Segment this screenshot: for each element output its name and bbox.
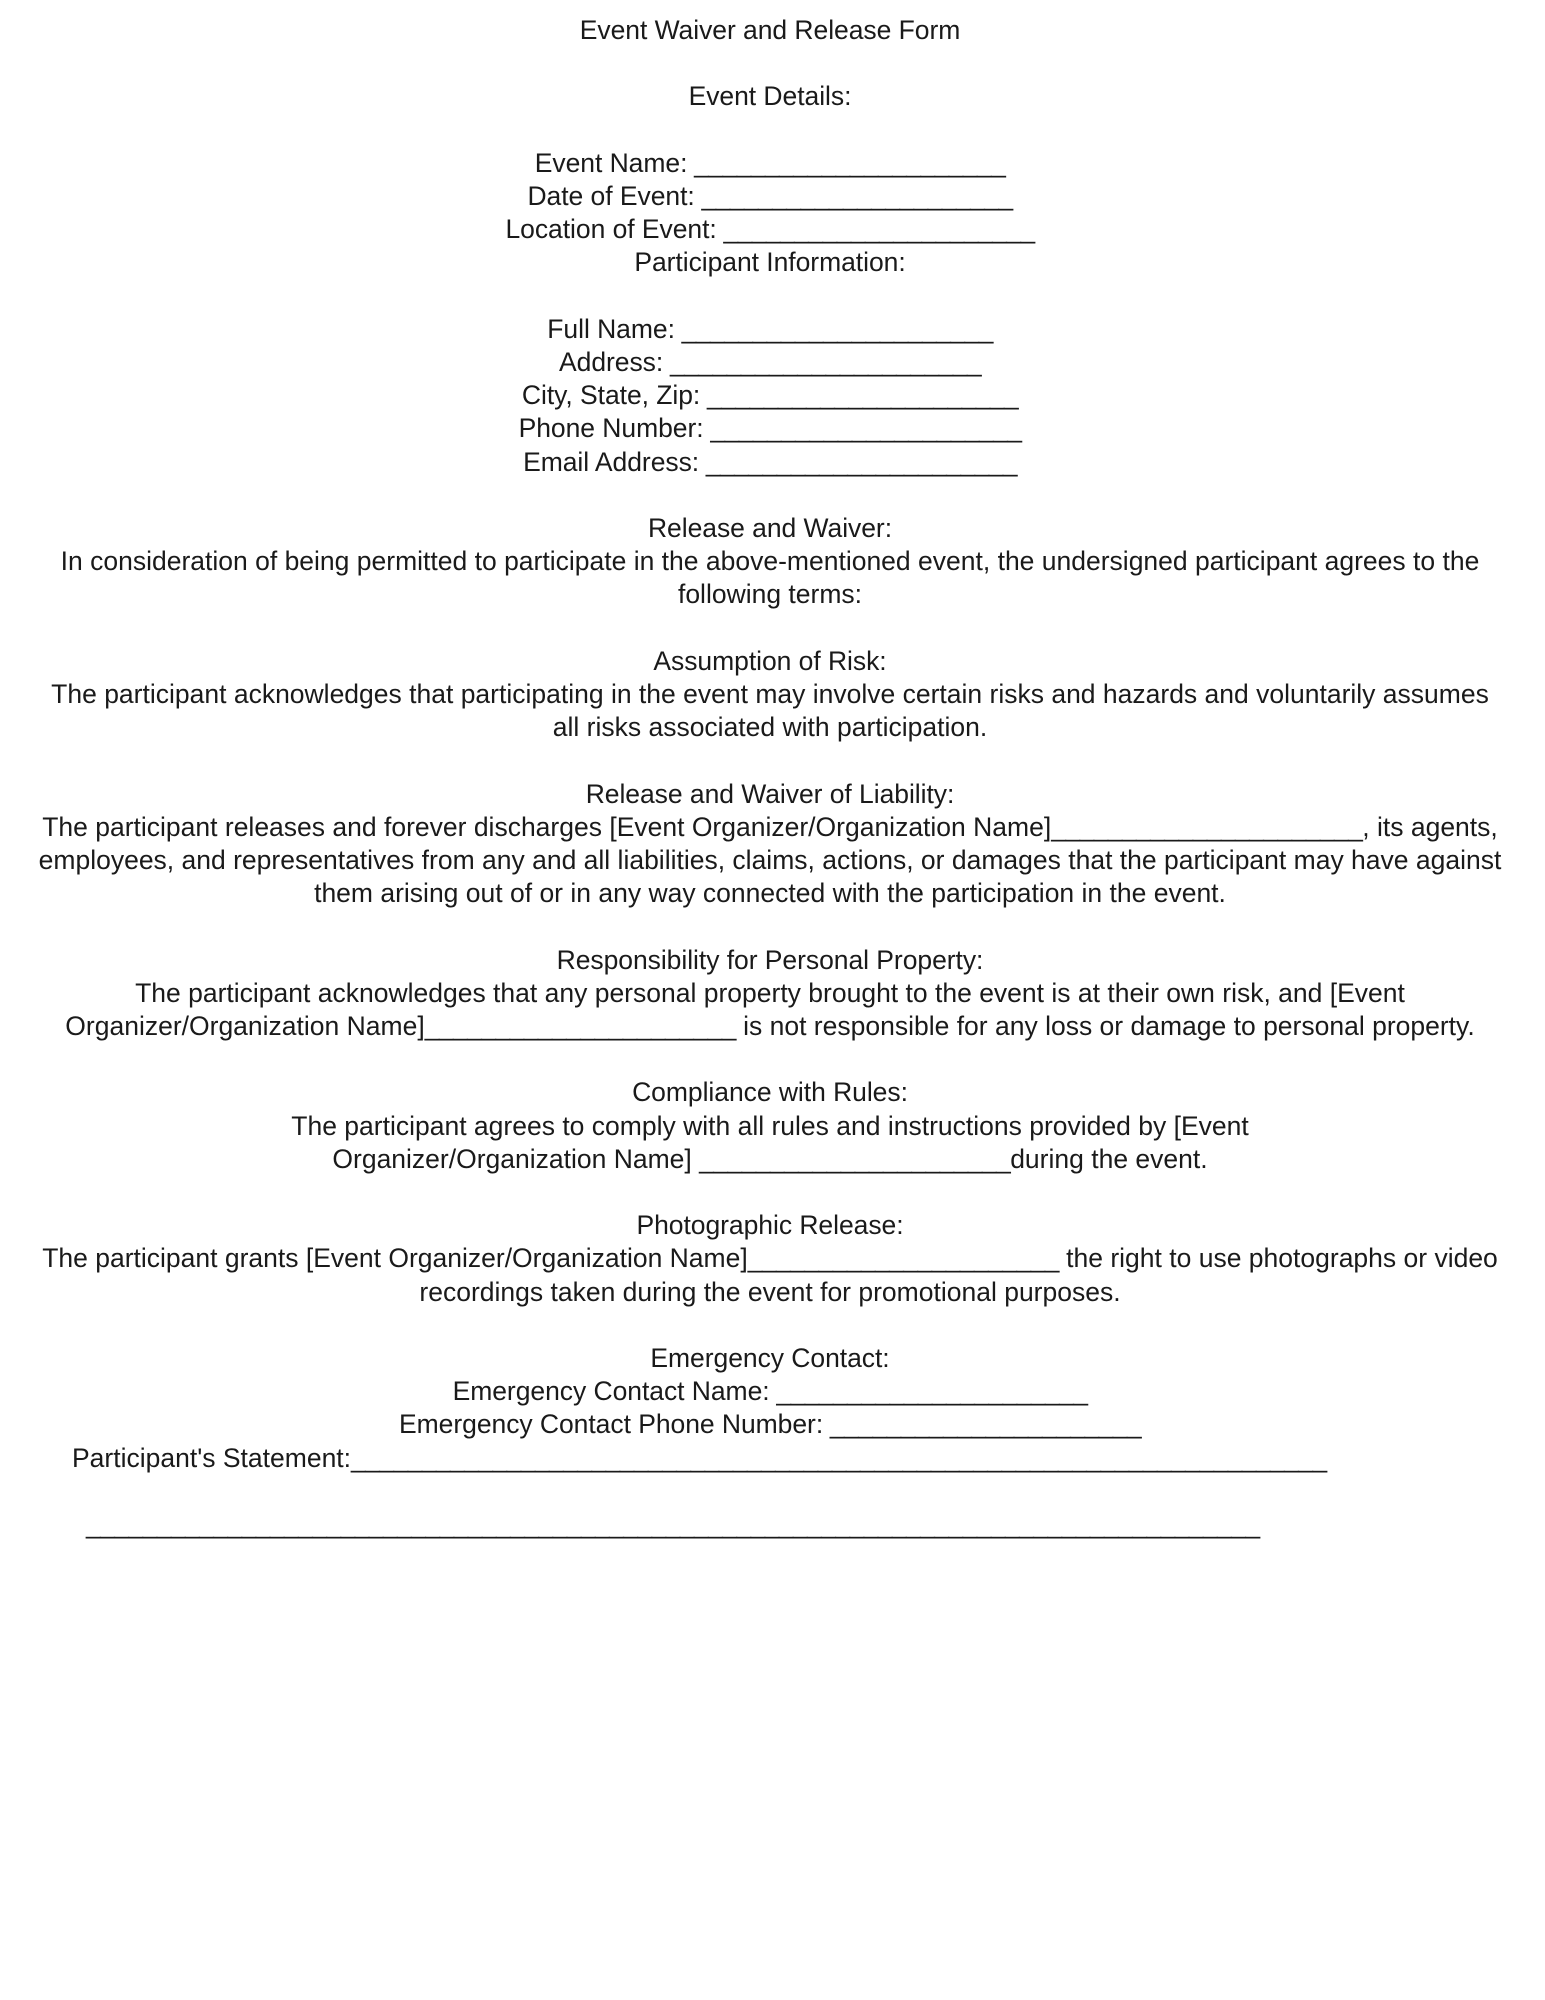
field-emergency-contact-name-blank[interactable]: ______________________ — [769, 1376, 1088, 1407]
compliance-text-part2: during the event. — [1010, 1143, 1208, 1174]
spacer — [38, 280, 1502, 313]
release-waiver-liability-body — [38, 811, 1502, 911]
field-email-address — [38, 446, 1502, 479]
spacer — [38, 1176, 1502, 1209]
spacer — [38, 479, 1502, 512]
spacer — [38, 114, 1502, 147]
field-emergency-contact-name-label: Emergency Contact Name: — [452, 1376, 770, 1407]
field-phone-number-label: Phone Number: — [518, 413, 704, 444]
release-and-waiver-heading: Release and Waiver: — [647, 512, 893, 543]
personal-property-text-part2: is not responsible for any loss or damage to personal property. — [735, 1010, 1475, 1041]
compliance-blank[interactable]: ______________________ — [699, 1143, 1011, 1174]
field-event-name-blank[interactable]: ______________________ — [687, 147, 1006, 178]
field-location-of-event — [38, 213, 1502, 246]
photographic-release-body — [38, 1242, 1502, 1308]
signature-rule — [38, 1508, 1502, 1541]
liability-blank[interactable]: ______________________ — [1051, 811, 1363, 842]
spacer — [38, 910, 1502, 943]
release-and-waiver-body: In consideration of being permitted to participate in the above-mentioned event, the undersigned participant agrees to the following terms: — [60, 546, 1480, 610]
spacer — [38, 1043, 1502, 1076]
field-full-name-label: Full Name: — [547, 313, 675, 344]
field-city-state-zip-label: City, State, Zip: — [521, 380, 701, 411]
spacer — [38, 744, 1502, 777]
participant-statement-label: Participant's Statement: — [72, 1442, 352, 1473]
compliance-with-rules-body — [170, 1110, 1370, 1176]
field-emergency-contact-phone-label: Emergency Contact Phone Number: — [399, 1409, 824, 1440]
photographic-text-part1: The participant grants [Event Organizer/Organization Name] — [42, 1243, 748, 1274]
spacer — [38, 1475, 1502, 1508]
field-date-of-event-blank[interactable]: ______________________ — [694, 180, 1013, 211]
liability-text-part2: , its agents, employees, and representatives from any and all liabilities, claims, actions, or damages that the participant may have against them arising out of or in any way connected with the participation in the event. — [38, 811, 1502, 909]
field-location-of-event-blank[interactable]: ______________________ — [716, 214, 1035, 245]
photographic-release-heading: Photographic Release: — [636, 1210, 904, 1241]
spacer — [38, 1309, 1502, 1342]
field-email-address-blank[interactable]: ______________________ — [699, 446, 1017, 477]
field-address-label: Address: — [559, 346, 664, 377]
field-date-of-event-label: Date of Event: — [527, 180, 695, 211]
field-city-state-zip — [38, 379, 1502, 412]
personal-property-blank[interactable]: ______________________ — [424, 1010, 736, 1041]
participant-information-heading: Participant Information: — [634, 247, 906, 278]
field-full-name-blank[interactable]: ______________________ — [674, 313, 993, 344]
assumption-of-risk-body: The participant acknowledges that participating in the event may involve certain risks and hazards and voluntarily assumes all risks associated with participation. — [51, 678, 1489, 743]
field-event-name-label: Event Name: — [534, 147, 688, 178]
release-waiver-liability-heading: Release and Waiver of Liability: — [585, 778, 955, 809]
spacer — [38, 47, 1502, 80]
field-date-of-event — [38, 180, 1502, 213]
compliance-text-part1: The participant agrees to comply with all rules and instructions provided by [Event Organizer/Organization Name] — [291, 1110, 1249, 1174]
field-emergency-contact-phone — [38, 1408, 1502, 1441]
liability-text-part1: The participant releases and forever discharges [Event Organizer/Organization Name] — [42, 811, 1052, 842]
personal-property-text-part1: The participant acknowledges that any personal property brought to the event is at their own risk, and [Event Organizer/Organization Name] — [65, 977, 1405, 1041]
photographic-text-part2: the right to use photographs or video recordings taken during the event for promotional purposes. — [419, 1243, 1498, 1307]
field-city-state-zip-blank[interactable]: ______________________ — [700, 380, 1019, 411]
field-event-name — [38, 147, 1502, 180]
field-phone-number — [38, 412, 1502, 445]
field-full-name — [38, 313, 1502, 346]
field-email-address-label: Email Address: — [523, 446, 700, 477]
spacer — [38, 612, 1502, 645]
field-address — [38, 346, 1502, 379]
field-emergency-contact-phone-blank[interactable]: ______________________ — [823, 1409, 1141, 1440]
field-phone-number-blank[interactable]: ______________________ — [703, 413, 1022, 444]
assumption-of-risk-heading: Assumption of Risk: — [653, 645, 887, 676]
signature-rule-blank[interactable]: ___________________________________________________________________________________ — [86, 1508, 1260, 1539]
field-address-blank[interactable]: ______________________ — [663, 346, 981, 377]
participant-statement-blank[interactable]: _____________________________________________________________________ — [351, 1442, 1327, 1473]
personal-property-heading: Responsibility for Personal Property: — [556, 944, 984, 975]
event-details-heading: Event Details: — [688, 81, 852, 112]
compliance-with-rules-heading: Compliance with Rules: — [632, 1077, 908, 1108]
photographic-blank[interactable]: ______________________ — [747, 1243, 1059, 1274]
field-location-of-event-label: Location of Event: — [505, 214, 717, 245]
document-title: Event Waiver and Release Form — [579, 15, 961, 45]
document-content — [38, 14, 1502, 1541]
field-emergency-contact-name — [38, 1375, 1502, 1408]
emergency-contact-heading: Emergency Contact: — [650, 1342, 890, 1373]
participant-statement-row — [38, 1442, 1502, 1475]
personal-property-body — [38, 977, 1502, 1043]
